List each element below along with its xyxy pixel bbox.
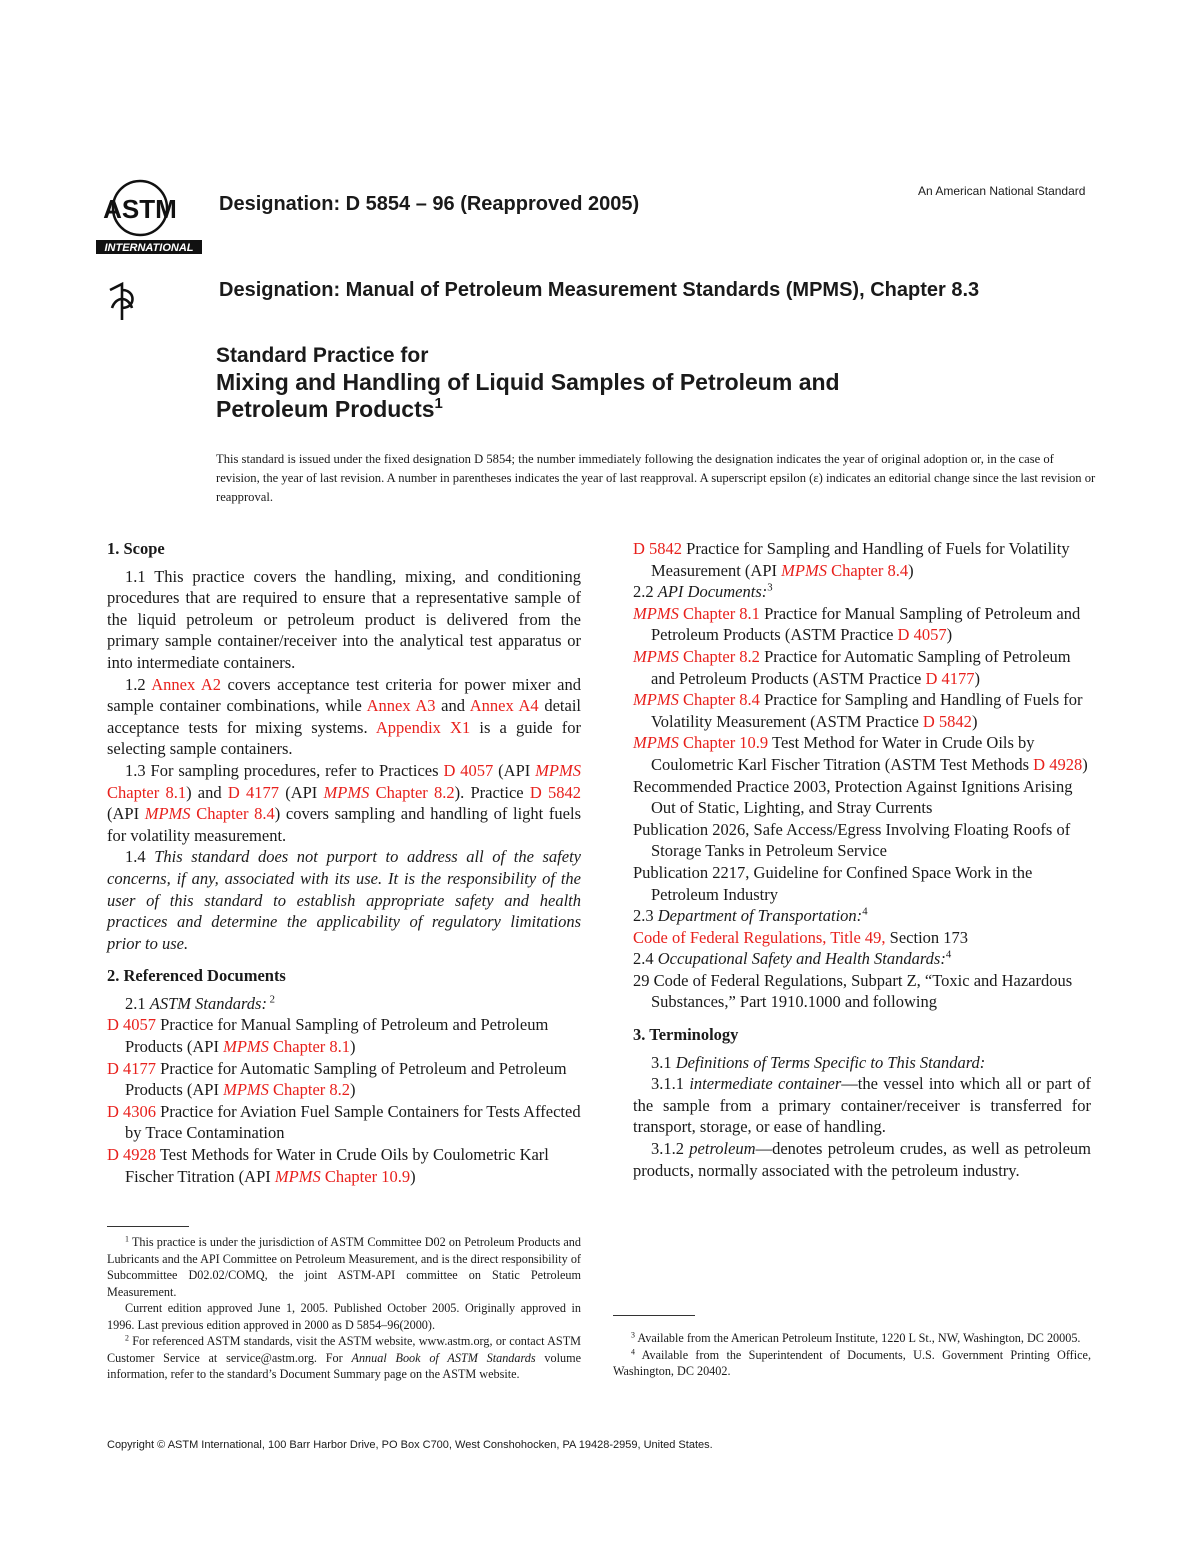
link-astm-d4306[interactable]: D 4306 xyxy=(107,1101,157,1121)
mpms-label: MPMS xyxy=(223,1080,269,1100)
api-publication-item: Publication 2026, Safe Access/Egress Involving Floating Roofs of Storage Tanks in Petroleum Service xyxy=(633,819,1071,861)
api-reference-item xyxy=(633,646,1091,689)
reference-end: ) xyxy=(946,625,953,645)
astm-reference-item xyxy=(633,538,1091,581)
link-d4177[interactable]: D 4177 xyxy=(227,782,279,802)
mpms-label: MPMS xyxy=(633,733,679,753)
footnotes-left xyxy=(107,1234,581,1383)
link-astm-d4057[interactable]: D 4057 xyxy=(897,625,947,645)
footnotes-right xyxy=(613,1330,1091,1380)
link-mpms-chapter[interactable] xyxy=(633,604,760,623)
astm-standards-list-continued xyxy=(633,538,1091,581)
astm-reference-item xyxy=(107,1014,581,1057)
link-astm-d4928[interactable]: D 4928 xyxy=(1033,754,1083,774)
api-reference-item xyxy=(633,732,1091,775)
link-mpms-chapter[interactable] xyxy=(633,647,760,666)
copyright-notice: Copyright © ASTM International, 100 Barr Harbor Drive, PO Box C700, West Conshohocken, PA 19428-2959, United States. xyxy=(107,1439,713,1451)
reference-end: ) xyxy=(974,668,981,688)
mpms-label: MPMS xyxy=(633,603,679,623)
paragraph-1-2: 1.2 Annex A2 covers acceptance test criteria for power mixer and sample container combinations, while Annex A3 and Annex A4 detail acceptance tests for mixing systems. Appendix X1 is a guide for selecting sample containers. xyxy=(107,674,581,759)
reference-text: Practice for Manual Sampling of Petroleum and Petroleum Products (API xyxy=(125,1015,549,1057)
chapter-label: Chapter 8.2 xyxy=(678,646,760,666)
title-line-1: Standard Practice for xyxy=(216,344,429,367)
chapter-label: Chapter 8.1 xyxy=(268,1037,351,1057)
link-astm-d4057[interactable]: D 4057 xyxy=(107,1015,157,1035)
link-d4057[interactable]: D 4057 xyxy=(443,760,494,780)
api-reference-item xyxy=(633,603,1091,646)
title-line-3: Petroleum Products$^1$ xyxy=(216,395,443,422)
chapter-label: Chapter 8.4 xyxy=(678,690,760,710)
link-astm-d4928[interactable]: D 4928 xyxy=(107,1145,157,1165)
document-title xyxy=(216,342,840,423)
astm-standards-list xyxy=(107,1014,581,1187)
reference-text: Practice for Sampling and Handling of Fuels for Volatility Measurement (ASTM Practice xyxy=(651,690,1083,731)
reference-end: ) xyxy=(350,1037,356,1057)
mpms-label: MPMS xyxy=(633,690,679,710)
reference-text: Test Methods for Water in Crude Oils by Coulometric Karl Fischer Titration (API xyxy=(125,1145,549,1186)
chapter-label: Chapter 8.1 xyxy=(678,603,760,623)
reference-end: ) xyxy=(971,711,978,731)
subsection-2-1: 2.1 ASTM Standards: $^2$ xyxy=(125,993,275,1013)
astm-reference-item xyxy=(107,1144,581,1187)
footnote-2: $^2$ For referenced ASTM standards, visit the ASTM website, www.astm.org, or contact ASTM Customer Service at service@astm.org. For Annual Book of ASTM Standards volume information, refer to the standard’s Document Summary page on the ASTM website. xyxy=(107,1333,581,1381)
reference-text: Practice for Automatic Sampling of Petroleum and Petroleum Products (ASTM Practice xyxy=(651,646,1071,688)
mpms-label: MPMS xyxy=(633,646,679,666)
reference-text: Test Method for Water in Crude Oils by Coulometric Karl Fischer Titration (ASTM Test Methods xyxy=(651,733,1035,774)
definition-3-1-1: 3.1.1 intermediate container—the vessel into which all or part of the sample from a primary container/receiver is transferred for transport, storage, or ease of handling. xyxy=(633,1074,1091,1137)
link-d5842[interactable]: D 5842 xyxy=(529,782,581,802)
link-appendix-x1[interactable]: Appendix X1 xyxy=(375,717,471,737)
link-annex-a2[interactable]: Annex A2 xyxy=(151,674,222,694)
reference-text: Practice for Sampling and Handling of Fuels for Volatility Measurement (API xyxy=(651,539,1070,580)
svg-text:ASTM: ASTM xyxy=(103,194,177,224)
right-column xyxy=(633,538,1091,1181)
reference-text: Practice for Aviation Fuel Sample Containers for Tests Affected by Trace Contamination xyxy=(125,1101,581,1143)
mpms-label: MPMS xyxy=(223,1037,269,1057)
osha-reference: 29 Code of Federal Regulations, Subpart Z, “Toxic and Hazardous Substances,” Part 1910.1000 and following xyxy=(633,970,1073,1012)
reference-end: ) xyxy=(908,560,914,580)
link-annex-a4[interactable]: Annex A4 xyxy=(469,696,539,716)
chapter-label: Chapter 8.2 xyxy=(268,1080,351,1100)
national-standard-label: An American National Standard xyxy=(918,184,1086,198)
subsection-2-2: 2.2 API Documents:$^3$ xyxy=(633,581,773,602)
reference-text: Practice for Automatic Sampling of Petroleum and Petroleum Products (API xyxy=(125,1058,567,1100)
api-logo xyxy=(106,282,140,322)
section-heading-referenced-documents: 2. Referenced Documents xyxy=(107,966,286,986)
link-mpms-chapter[interactable] xyxy=(781,561,908,580)
link-mpms-8-2[interactable]: MPMS Chapter 8.2 xyxy=(323,782,455,802)
link-mpms-chapter[interactable] xyxy=(275,1167,410,1186)
reference-text: Practice for Manual Sampling of Petroleum and Petroleum Products (ASTM Practice xyxy=(651,603,1081,645)
reference-end: ) xyxy=(350,1080,356,1100)
api-documents-list xyxy=(633,603,1091,776)
definition-3-1-2: 3.1.2 petroleum—denotes petroleum crudes, as well as petroleum products, normally associated with the petroleum industry. xyxy=(633,1139,1092,1180)
footnote-1: $^1$ This practice is under the jurisdiction of ASTM Committee D02 on Petroleum Products and Lubricants and the API Committee on Petroleum Measurement, and is the direct responsibility of Subcommittee D02.02/COMQ, the joint ASTM-API committee on Static Petroleum Measurement. xyxy=(107,1234,581,1299)
subsection-2-4: 2.4 Occupational Safety and Health Standards:$^4$ xyxy=(633,948,952,969)
link-mpms-8-4[interactable]: MPMS Chapter 8.4 xyxy=(144,804,275,824)
link-mpms-chapter[interactable] xyxy=(223,1037,350,1056)
footnote-1-edition: Current edition approved June 1, 2005. Published October 2005. Originally approved in 1996. Last previous edition approved in 2000 as D 5854–96(2000). xyxy=(107,1301,581,1332)
footnote-3: $^3$ Available from the American Petroleum Institute, 1220 L St., NW, Washington, DC 20005. xyxy=(631,1330,1081,1345)
footnote-divider-left xyxy=(107,1226,189,1227)
link-astm-d4177[interactable]: D 4177 xyxy=(107,1058,157,1078)
mpms-label: MPMS xyxy=(781,560,827,580)
chapter-label: Chapter 10.9 xyxy=(678,733,769,753)
svg-text:INTERNATIONAL: INTERNATIONAL xyxy=(104,242,194,254)
api-publications-list xyxy=(633,776,1091,906)
chapter-label: Chapter 8.4 xyxy=(826,560,909,580)
link-astm-d5842[interactable]: D 5842 xyxy=(633,539,683,558)
link-annex-a3[interactable]: Annex A3 xyxy=(366,696,436,716)
title-footnote-mark[interactable]: 1 xyxy=(434,395,443,413)
paragraph-1-1: 1.1 This practice covers the handling, mixing, and conditioning procedures that are required to ensure that a representative sample of the liquid petroleum or petroleum product is delivered from the primary sample container/receiver into the analytical test apparatus or into intermediate containers. xyxy=(107,566,581,672)
section-heading-terminology: 3. Terminology xyxy=(633,1025,739,1045)
subsection-2-3: 2.3 Department of Transportation:$^4$ xyxy=(633,905,868,926)
astm-reference-item xyxy=(107,1101,581,1144)
title-line-2: Mixing and Handling of Liquid Samples of Petroleum and xyxy=(216,369,840,395)
footnote-4: $^4$ Available from the Superintendent of Documents, U.S. Government Printing Office, Washington, DC 20402. xyxy=(613,1346,1091,1378)
astm-reference-item xyxy=(107,1058,581,1101)
link-mpms-chapter[interactable] xyxy=(633,733,768,752)
link-mpms-chapter[interactable] xyxy=(223,1080,350,1099)
subsection-3-1: 3.1 Definitions of Terms Specific to This Standard: xyxy=(651,1052,986,1072)
left-column xyxy=(107,538,581,1187)
link-mpms-chapter[interactable] xyxy=(633,690,760,709)
link-astm-d4177[interactable]: D 4177 xyxy=(925,668,975,688)
mpms-label: MPMS xyxy=(274,1166,321,1186)
link-cfr-title-49[interactable]: Code of Federal Regulations, Title 49, xyxy=(633,927,886,947)
reference-end: ) xyxy=(1082,754,1088,774)
chapter-label: Chapter 10.9 xyxy=(320,1166,411,1186)
link-astm-d5842[interactable]: D 5842 xyxy=(922,711,972,731)
section-heading-scope: 1. Scope xyxy=(107,539,165,558)
paragraph-1-4: 1.4 This standard does not purport to address all of the safety concerns, if any, associated with its use. It is the responsibility of the user of this standard to establish appropriate safety and health practices and determine the applicability of regulatory limitations prior to use. xyxy=(107,847,581,953)
footnote-divider-right xyxy=(613,1315,695,1316)
designation: Designation: D 5854 – 96 (Reapproved 2005) xyxy=(219,193,640,215)
api-publication-item: Recommended Practice 2003, Protection Against Ignitions Arising Out of Static, Lighting, and Stray Currents xyxy=(633,776,1073,818)
api-publication-item: Publication 2217, Guideline for Confined Space Work in the Petroleum Industry xyxy=(633,862,1033,904)
issued-note: This standard is issued under the fixed designation D 5854; the number immediately following the designation indicates the year of original adoption or, in the case of revision, the year of last revision. A number in parentheses indicates the year of last reapproval. A superscript epsilon (ε) indicates an editorial change since the last revision or reapproval. xyxy=(216,452,1096,504)
api-reference-item xyxy=(633,689,1091,732)
mpms-designation: Designation: Manual of Petroleum Measurement Standards (MPMS), Chapter 8.3 xyxy=(219,279,980,301)
astm-international-logo xyxy=(96,178,204,258)
paragraph-1-3: 1.3 For sampling procedures, refer to Practices D 4057 (API MPMS Chapter 8.1) and D 4177 (API MPMS Chapter 8.2). Practice D 5842 (API MPMS Chapter 8.4) covers sampling and handling of light fuels for volatility measurement. xyxy=(107,760,581,845)
reference-end: ) xyxy=(410,1166,416,1186)
cfr-title-49-reference: Code of Federal Regulations, Title 49, Section 173 xyxy=(633,927,969,947)
link-mpms-8-1[interactable]: MPMS Chapter 8.1 xyxy=(107,760,581,802)
